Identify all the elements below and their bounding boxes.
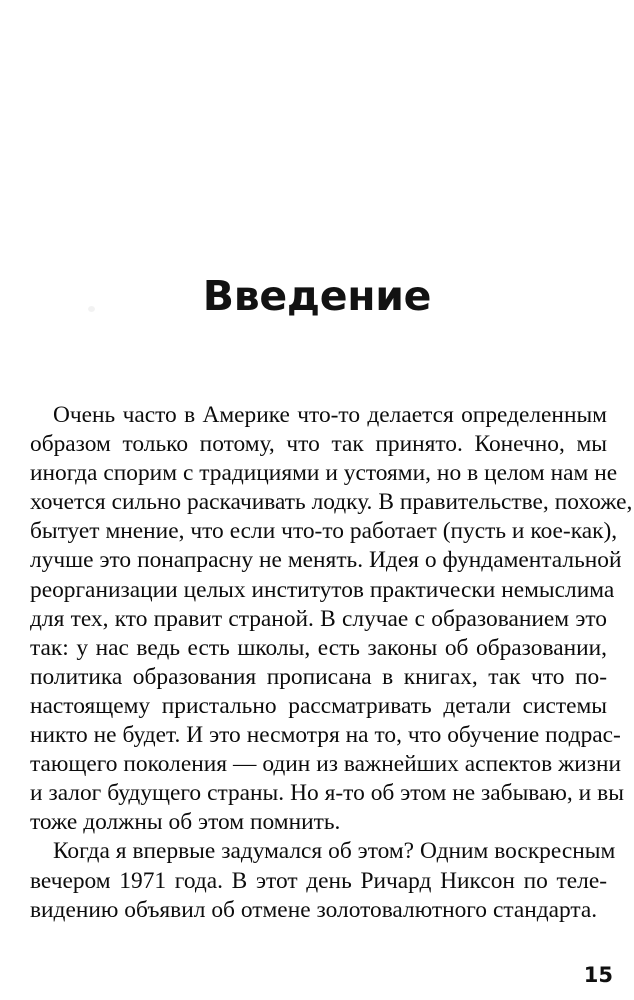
text-line: Очень часто в Америке что-то делается определенным	[53, 402, 607, 428]
text-line: видению объявил об отмене золотовалютного стандарта.	[30, 896, 598, 923]
body-text-block	[30, 401, 633, 925]
text-line: тающего поколения — один из важнейших аспектов жизни	[30, 751, 622, 778]
text-line: политика образования прописана в книгах, так что по-	[30, 663, 607, 690]
page-title: Введение	[202, 272, 432, 321]
text-line: для тех, кто правит страной. В случае с образованием это	[30, 605, 607, 632]
text-line: и залог будущего страны. Но я-то об этом не забываю, и вы	[30, 780, 624, 807]
text-line: иногда спорим с традициями и устоями, но в целом нам не	[30, 460, 618, 487]
text-line: реорганизации целых институтов практически немыслима	[30, 576, 615, 603]
paragraph-1	[30, 401, 633, 837]
text-line: лучше это понапрасну не менять. Идея о фундаментальной	[30, 547, 622, 574]
text-line: бытует мнение, что если что-то работает (пусть и кое-как),	[30, 518, 618, 545]
text-line: никто не будет. И это несмотря на то, что обучение подрас-	[30, 722, 621, 749]
text-line: настоящему пристально рассматривать детали системы	[30, 692, 607, 719]
text-line: тоже должны об этом помнить.	[30, 809, 341, 836]
text-line: Когда я впервые задумался об этом? Одним воскресным	[53, 838, 616, 865]
text-line: вечером 1971 года. В этот день Ричард Никсон по теле-	[30, 867, 607, 894]
text-line: образом только потому, что так принято. Конечно, мы	[30, 431, 607, 458]
page-number: 15	[583, 963, 613, 987]
text-line: хочется сильно раскачивать лодку. В правительстве, похоже,	[30, 489, 633, 516]
paragraph-2	[30, 837, 616, 924]
text-line: так: у нас ведь есть школы, есть законы об образовании,	[30, 634, 607, 661]
